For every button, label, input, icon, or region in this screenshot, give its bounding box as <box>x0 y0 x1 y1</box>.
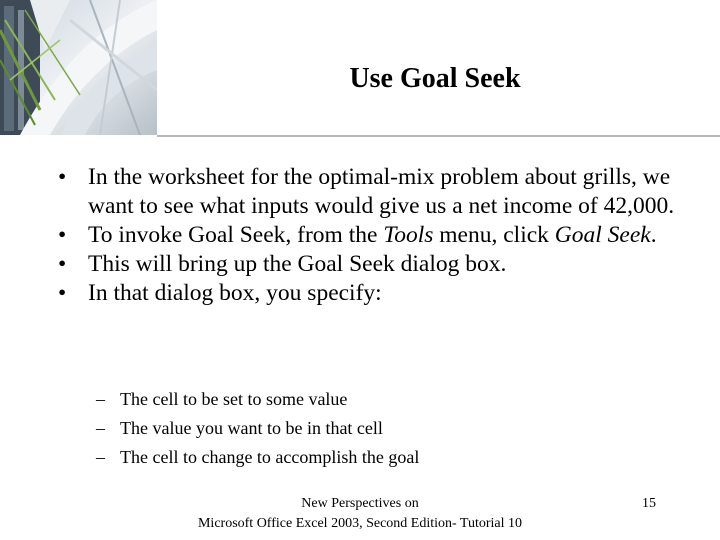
italic-text: Goal Seek <box>554 222 651 248</box>
sub-bullet-text: The value you want to be in that cell <box>120 418 383 438</box>
footer-line-2: Microsoft Office Excel 2003, Second Edition- Tutorial 10 <box>197 516 523 531</box>
italic-text: Tools <box>383 222 434 248</box>
bullet-text: menu, click <box>433 222 555 248</box>
sub-bullet-text: The cell to be set to some value <box>120 389 348 409</box>
bullet-item <box>58 279 678 308</box>
page-number: 15 <box>642 496 656 511</box>
bullet-marker: • <box>58 164 67 190</box>
sub-bullet-marker: – <box>96 447 105 467</box>
bullet-marker: • <box>58 280 67 306</box>
bullet-item <box>58 221 678 250</box>
bullet-text: In the worksheet for the optimal-mix problem about grills, we want to see what inputs would give us a net income of 42,000. <box>88 164 675 219</box>
sub-bullet-item <box>96 443 656 472</box>
bullet-text: This will bring up the Goal Seek dialog box. <box>88 251 507 277</box>
sub-bullet-item <box>96 414 656 443</box>
sub-bullet-marker: – <box>96 418 105 438</box>
sub-bullet-item <box>96 385 656 414</box>
sub-bullet-marker: – <box>96 389 105 409</box>
sub-bullet-text: The cell to change to accomplish the goal <box>120 447 420 467</box>
bullet-text: To invoke Goal Seek, from the <box>88 222 384 248</box>
bullet-item <box>58 163 678 221</box>
bullet-item <box>58 250 678 279</box>
bullet-marker: • <box>58 222 67 248</box>
header-architecture-image <box>0 0 157 135</box>
bullet-text: In that dialog box, you specify: <box>88 280 382 306</box>
slide-title: Use Goal Seek <box>349 63 521 94</box>
header-divider <box>157 135 720 137</box>
bullet-list <box>58 163 678 308</box>
footer-text <box>150 494 570 534</box>
bullet-marker: • <box>58 251 67 277</box>
sub-bullet-list <box>96 385 656 472</box>
bullet-text: . <box>650 222 657 248</box>
footer-line-1: New Perspectives on <box>301 496 419 511</box>
